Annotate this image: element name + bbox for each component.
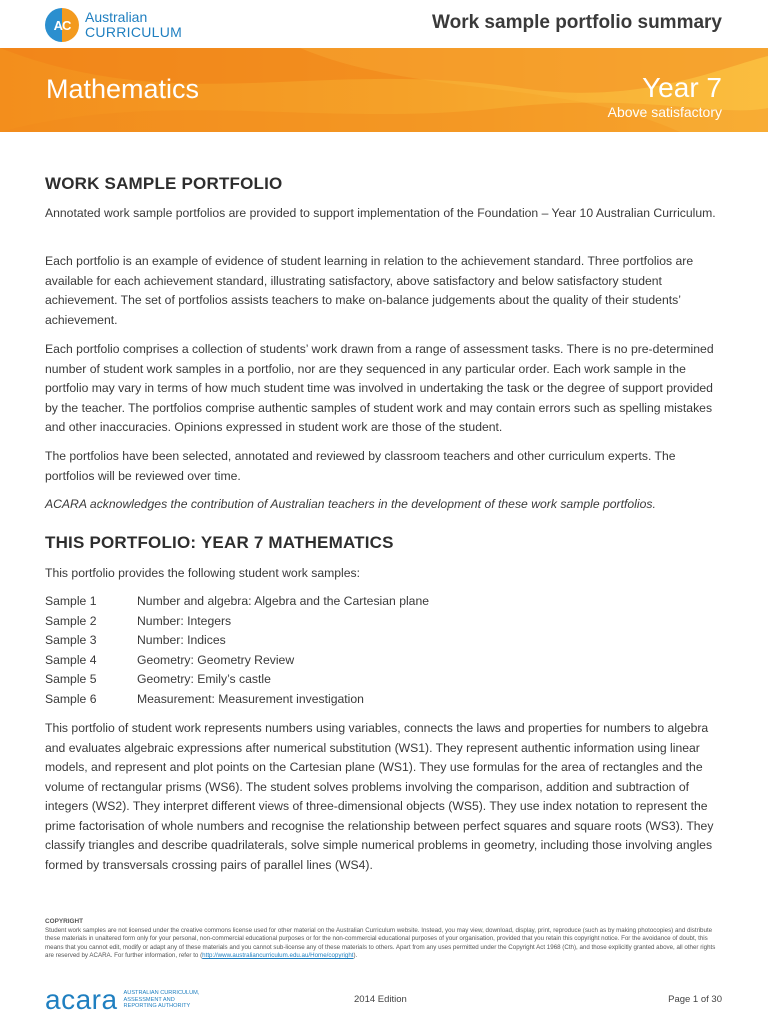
section-heading-this-portfolio: THIS PORTFOLIO: YEAR 7 MATHEMATICS	[45, 533, 394, 552]
sample-label: Sample 5	[45, 672, 97, 686]
subject-banner	[0, 48, 768, 132]
ac-logo-icon	[45, 8, 79, 42]
list-item	[45, 651, 725, 671]
list-item	[45, 670, 725, 690]
achievement-level: Above satisfactory	[607, 104, 722, 120]
logo-line-2: CURRICULUM	[85, 24, 183, 40]
australian-curriculum-logo[interactable]	[45, 8, 182, 42]
copyright-link[interactable]: http://www.australiancurriculum.edu.au/Home/copyright	[202, 952, 354, 960]
copyright-end: ).	[353, 952, 358, 960]
sample-title: Geometry: Geometry Review	[137, 652, 295, 667]
list-item	[45, 612, 725, 632]
sample-title: Number: Indices	[137, 633, 226, 647]
acara-subtitle	[124, 990, 200, 1009]
subject-title: Mathematics	[46, 74, 200, 104]
sample-title: Number and algebra: Algebra and the Cartesian plane	[137, 594, 430, 608]
list-item	[45, 592, 725, 612]
copyright-text: Student work samples are not licensed under the creative commons license used for other material on the Australian Curriculum website. Instead, you may view, download, display, print, reproduce (such as by making photocopies) and distribute these materials in unaltered form only for your personal, non-commercial educational purposes or for the non-commercial educational purposes of your organisation, provided that you retain this copyright notice. For the avoidance of doubt, this means that you cannot edit, modify or adapt any of these materials and you cannot sub-license any of these materials to others. Apart from any uses permitted under the Copyright Act 1968 (Cth), and those explicitly granted above, all other rights are reserved by ACARA. For further information, refer to (	[45, 926, 716, 960]
copyright-notice	[45, 918, 725, 961]
sample-label: Sample 2	[45, 613, 97, 628]
section-heading-work-sample-portfolio: WORK SAMPLE PORTFOLIO	[45, 174, 283, 193]
acara-sub-line-2: ASSESSMENT AND	[123, 996, 175, 1003]
samples-intro: This portfolio provides the following student work samples:	[45, 566, 360, 580]
sample-label: Sample 3	[45, 633, 97, 647]
top-bar	[0, 0, 768, 48]
list-item	[45, 631, 725, 651]
edition-label: 2014 Edition	[354, 994, 407, 1005]
paragraph-review: The portfolios have been selected, annotated and reviewed by classroom teachers and other curriculum experts. The portfolios will be reviewed over time.	[45, 449, 676, 483]
acara-wordmark: acara	[45, 984, 118, 1015]
paragraph-collection: Each portfolio comprises a collection of students’ work drawn from a range of assessment tasks. There is no pre-determined number of student work samples in a portfolio, nor are they sequenced in any particular order. Each work sample in the portfolio may vary in terms of how much student time was involved in undertaking the task or the degree of support provided by the teacher. The portfolios comprise authentic samples of student work and may contain errors such as spelling mistakes and other inaccuracies. Opinions expressed in student work are those of the student.	[45, 342, 714, 434]
logo-line-1: Australian	[85, 9, 148, 25]
sample-label: Sample 4	[45, 652, 97, 667]
document-title: Work sample portfolio summary	[432, 12, 722, 33]
sample-label: Sample 1	[45, 594, 97, 608]
samples-list	[45, 592, 725, 709]
paragraph-evidence: Each portfolio is an example of evidence of student learning in relation to the achievement standard. Three portfolios are available for each achievement standard, illustrating satisfactory, above satisfactory and below satisfactory student achievement. The set of portfolios assists teachers to make on-balance judgements about the quality of their students’ achievement.	[45, 254, 694, 327]
sample-title: Geometry: Emily’s castle	[137, 672, 271, 686]
logo-initials: AC	[53, 17, 71, 33]
logo-text	[85, 10, 182, 40]
paragraph-acknowledgement: ACARA acknowledges the contribution of Australian teachers in the development of these work sample portfolios.	[45, 497, 656, 511]
page-number: Page 1 of 30	[668, 994, 722, 1005]
list-item	[45, 690, 725, 710]
sample-label: Sample 6	[45, 691, 97, 706]
acara-sub-line-3: REPORTING AUTHORITY	[123, 1003, 191, 1010]
acara-logo[interactable]	[45, 986, 199, 1014]
acara-sub-line-1: AUSTRALIAN CURRICULUM,	[123, 990, 200, 997]
paragraph-intro: Annotated work sample portfolios are provided to support implementation of the Foundation – Year 10 Australian Curriculum.	[45, 206, 716, 220]
portfolio-summary: This portfolio of student work represents numbers using variables, connects the laws and properties for numbers to algebra and evaluates algebraic expressions after numerical substitution (WS1). They represent authentic information using linear models, and represent and plot points on the Cartesian plane (WS1). They use formulas for the area of rectangles and the volume of rectangular prisms (WS6). The student solves problems involving the comparison, addition and subtraction of integers (WS2). They interpret different views of three-dimensional objects (WS5). They use index notation to represent the prime factorisation of whole numbers and recognise the relationship between perfect squares and square roots (WS3). They classify triangles and describe quadrilaterals, solve simple numerical problems in geometry, including those involving angles formed by transversals crossing pairs of parallel lines (WS4).	[45, 721, 714, 872]
sample-title: Number: Integers	[137, 613, 232, 628]
copyright-heading: COPYRIGHT	[45, 918, 83, 925]
sample-title: Measurement: Measurement investigation	[137, 691, 364, 706]
year-level: Year 7	[642, 72, 722, 103]
